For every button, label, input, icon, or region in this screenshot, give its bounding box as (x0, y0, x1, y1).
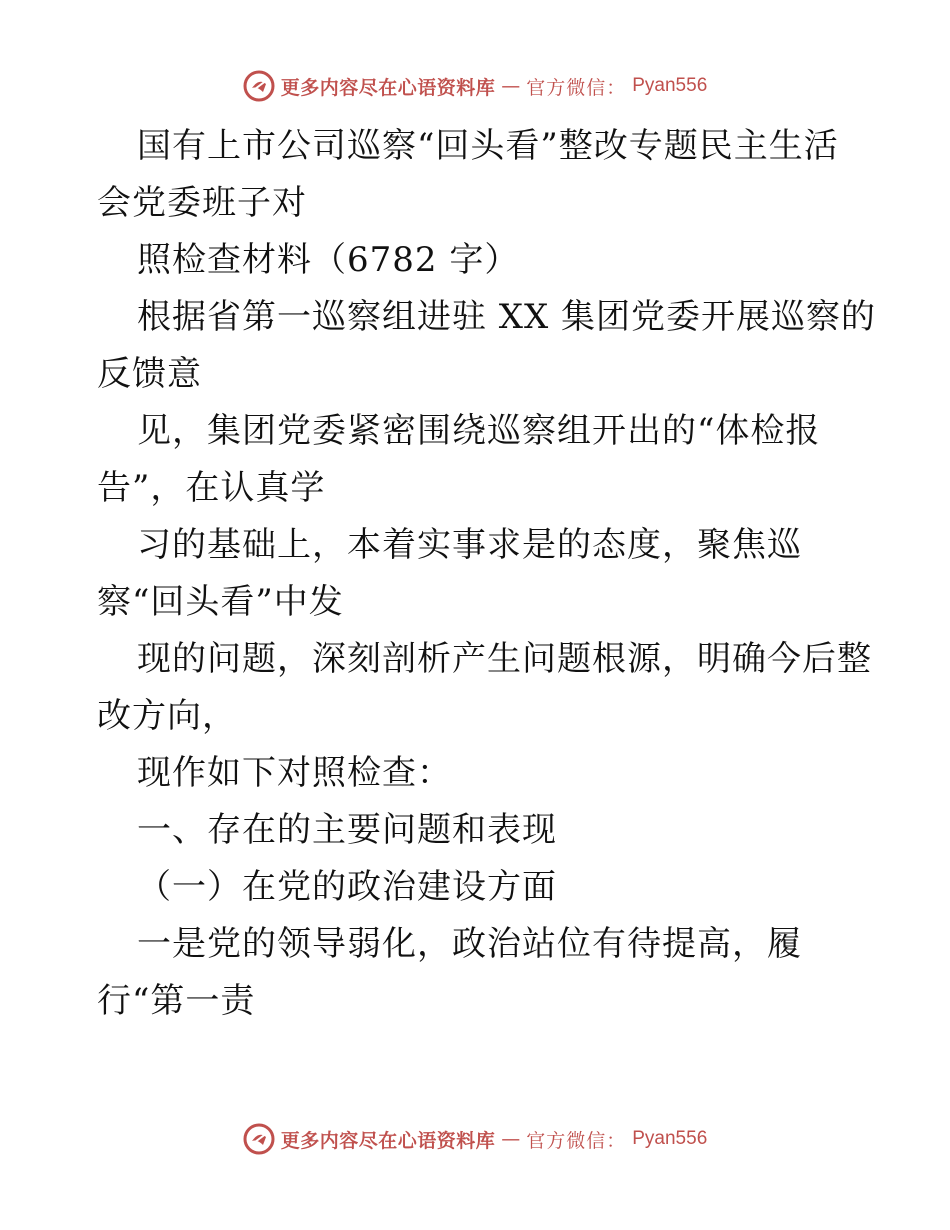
section-heading: 一、存在的主要问题和表现 (137, 810, 557, 850)
paragraph-line: 反馈意 (97, 354, 202, 394)
watermark-wechat-label: 官方微信： (526, 1129, 627, 1152)
paragraph-line: 改方向， (97, 696, 237, 736)
paragraph-line: 见，集团党委紧密围绕巡察组开出的“体检报 (137, 411, 821, 451)
watermark-dash: — (501, 1128, 521, 1150)
watermark-main-text: 更多内容尽在心语资料库 (280, 1129, 496, 1152)
paragraph-line: 现的问题，深刻剖析产生问题根源，明确今后整 (137, 639, 872, 679)
paragraph-line: 习的基础上，本着实事求是的态度，聚焦巡 (137, 525, 802, 565)
paragraph-line: 一是党的领导弱化，政治站位有待提高，履 (137, 924, 802, 964)
document-body (97, 118, 877, 1030)
book-logo-icon (243, 1123, 275, 1155)
document-title-line-1: 国有上市公司巡察“回头看”整改专题民主生活 (137, 126, 839, 166)
header-watermark (0, 70, 950, 102)
subsection-heading: （一）在党的政治建设方面 (137, 867, 557, 907)
paragraph-line: 现作如下对照检查： (137, 753, 452, 793)
watermark-wechat-label: 官方微信： (526, 76, 627, 99)
watermark-wechat-id: Pyan556 (632, 1128, 708, 1149)
book-logo-icon (243, 70, 275, 102)
paragraph-line: 根据省第一巡察组进驻 XX 集团党委开展巡察的 (137, 297, 877, 337)
paragraph-line: 行“第一责 (97, 981, 256, 1021)
paragraph-line: 察“回头看”中发 (97, 582, 344, 622)
document-title-line-2: 会党委班子对 (97, 183, 307, 223)
paragraph-line: 告”，在认真学 (97, 468, 326, 508)
watermark-dash: — (501, 75, 521, 97)
watermark-main-text: 更多内容尽在心语资料库 (280, 76, 496, 99)
watermark-wechat-id: Pyan556 (632, 75, 708, 96)
footer-watermark (0, 1123, 950, 1155)
document-title-line-3: 照检查材料（6782 字） (137, 240, 520, 280)
